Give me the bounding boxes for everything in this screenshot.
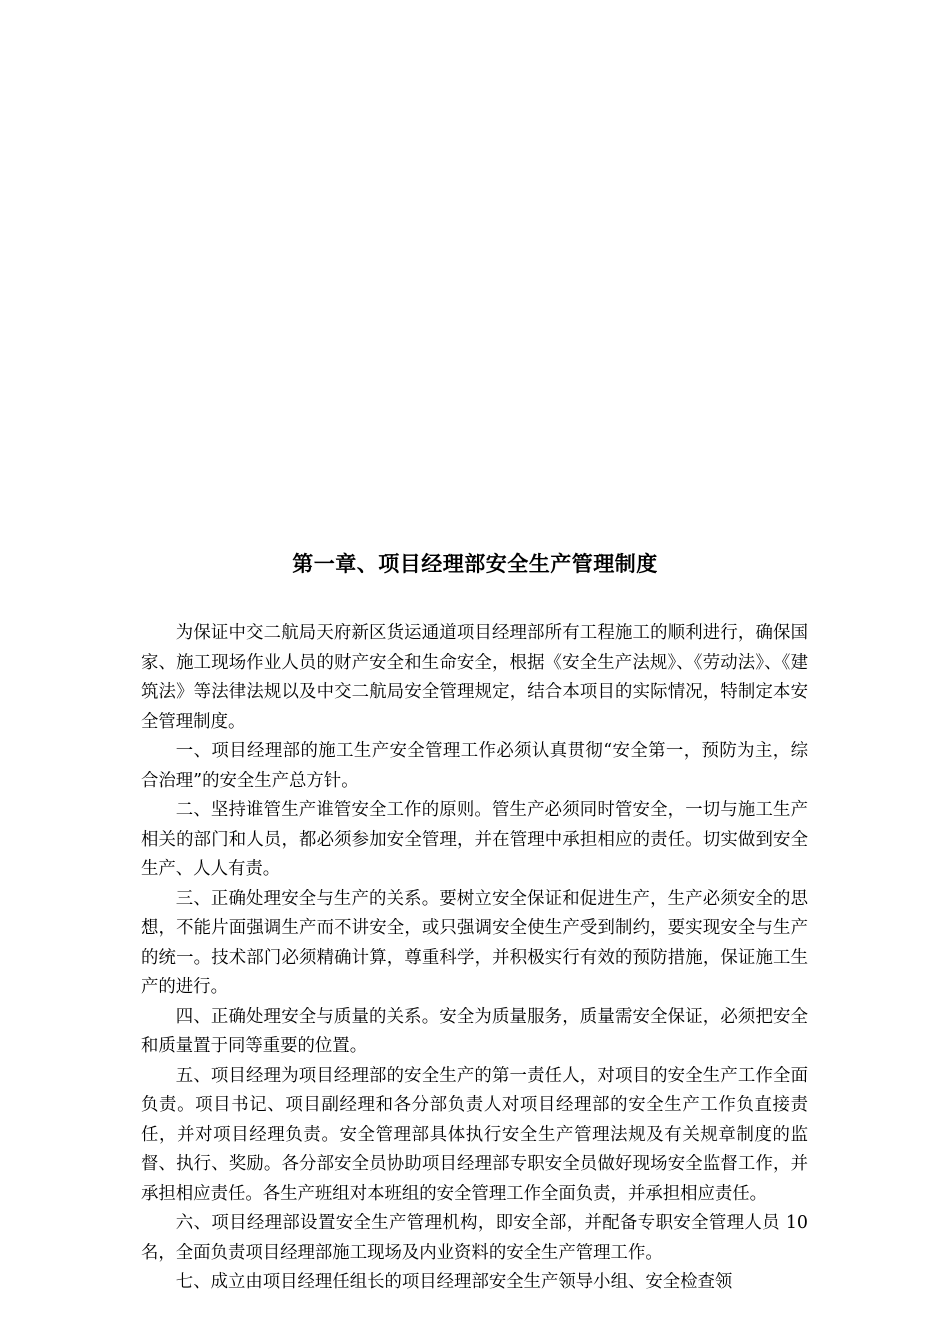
paragraph-3: 三、正确处理安全与生产的关系。要树立安全保证和促进生产，生产必须安全的思想，不能片面强调生产而不讲安全，或只强调安全使生产受到制约，要实现安全与生产的统一。技术部门必须精确计算，尊重科学，并积极实行有效的预防措施，保证施工生产的进行。 (141, 888, 808, 997)
paragraph-4: 四、正确处理安全与质量的关系。安全为质量服务，质量需安全保证，必须把安全和质量置于同等重要的位置。 (141, 1006, 808, 1056)
paragraph-7: 七、成立由项目经理任组长的项目经理部安全生产领导小组、安全检查领 (175, 1272, 733, 1292)
paragraph-intro: 为保证中交二航局天府新区货运通道项目经理部所有工程施工的顺利进行，确保国家、施工现场作业人员的财产安全和生命安全，根据《安全生产法规》、《劳动法》、《建筑法》等法律法规以及中交二航局安全管理规定，结合本项目的实际情况，特制定本安全管理制度。 (141, 623, 808, 732)
chapter-title: 第一章、项目经理部安全生产管理制度 (292, 552, 658, 576)
paragraph-5: 五、项目经理为项目经理部的安全生产的第一责任人，对项目的安全生产工作全面负责。项目书记、项目副经理和各分部负责人对项目经理部的安全生产工作负直接责任，并对项目经理负责。安全管理部具体执行安全生产管理法规及有关规章制度的监督、执行、奖励。各分部安全员协助项目经理部专职安全员做好现场安全监督工作，并承担相应责任。各生产班组对本班组的安全管理工作全面负责，并承担相应责任。 (141, 1065, 808, 1204)
document-body (141, 619, 808, 1298)
paragraph-6: 六、项目经理部设置安全生产管理机构，即安全部，并配备专职安全管理人员 10 名，全面负责项目经理部施工现场及内业资料的安全生产管理工作。 (141, 1213, 808, 1263)
paragraph-2: 二、坚持谁管生产谁管安全工作的原则。管生产必须同时管安全，一切与施工生产相关的部门和人员，都必须参加安全管理，并在管理中承担相应的责任。切实做到安全生产、人人有责。 (141, 800, 808, 879)
paragraph-1: 一、项目经理部的施工生产安全管理工作必须认真贯彻“安全第一，预防为主，综合治理”的安全生产总方针。 (141, 741, 808, 791)
